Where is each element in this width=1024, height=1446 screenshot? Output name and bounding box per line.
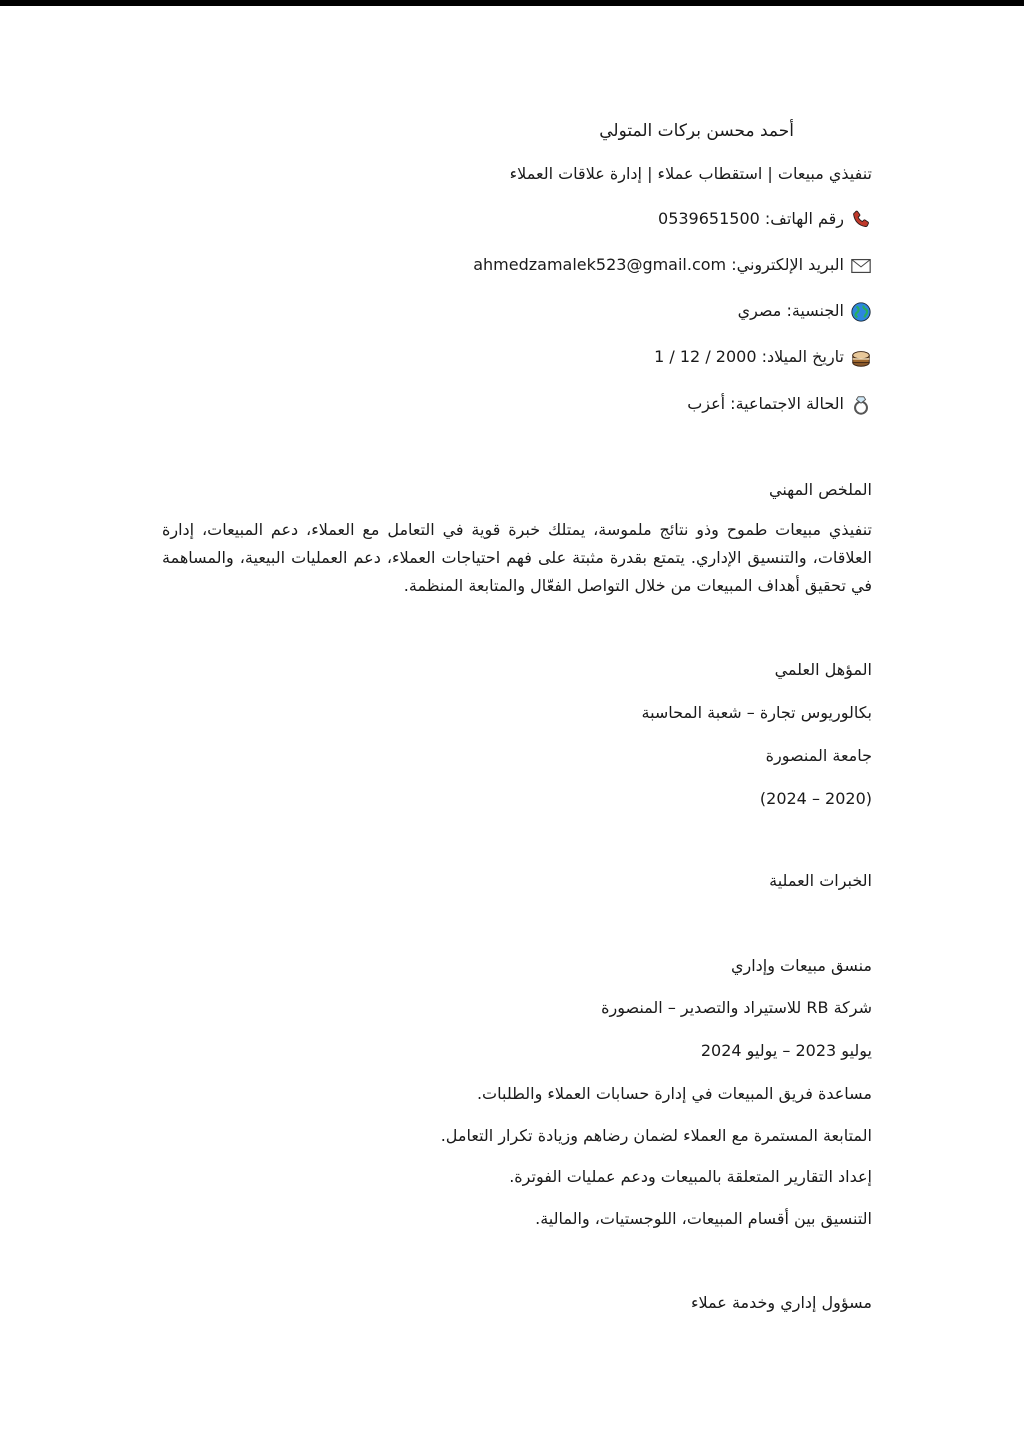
- job-duty: التنسيق بين أقسام المبيعات، اللوجستيات، والمالية.: [535, 1209, 872, 1228]
- nationality-label: الجنسية:: [786, 301, 844, 320]
- experience-title: الخبرات العملية: [769, 871, 872, 890]
- phone-value: 0539651500: [658, 209, 760, 228]
- summary-text: تنفيذي مبيعات طموح وذو نتائج ملموسة، يمتلك خبرة قوية في التعامل مع العملاء، دعم المبيعات، إدارة العلاقات، والتنسيق الإداري. يتمتع بقدرة مثبتة على فهم احتياجات العملاء، دعم العمليات البيعية، والمساهمة في تحقيق أهداف المبيعات من خلال التواصل الفعّال والمتابعة المنظمة.: [162, 520, 872, 595]
- birthdate-label: تاريخ الميلاد:: [761, 347, 844, 366]
- education-university: جامعة المنصورة: [765, 746, 872, 765]
- job-duty: إعداد التقارير المتعلقة بالمبيعات ودعم عمليات الفوترة.: [509, 1167, 872, 1186]
- email-label: البريد الإلكتروني:: [731, 255, 844, 274]
- job-role: منسق مبيعات وإداري: [730, 956, 872, 975]
- contact-nationality: [738, 300, 872, 323]
- job-period: يوليو 2023 – يوليو 2024: [700, 1041, 872, 1060]
- top-border: [0, 0, 1024, 6]
- email-value: ahmedzamalek523@gmail.com: [473, 255, 727, 274]
- summary-title: الملخص المهني: [769, 480, 872, 499]
- contact-marital: [687, 393, 872, 416]
- marital-label: الحالة الاجتماعية:: [730, 394, 844, 413]
- nationality-value: مصري: [737, 301, 782, 320]
- candidate-name: أحمد محسن بركات المتولي: [599, 121, 794, 141]
- education-title: المؤهل العلمي: [774, 660, 872, 679]
- education-years: (2020 – 2024): [759, 789, 872, 808]
- job-company: شركة RB للاستيراد والتصدير – المنصورة: [601, 998, 872, 1017]
- globe-icon: [850, 301, 872, 323]
- job-role: مسؤول إداري وخدمة عملاء: [690, 1293, 872, 1312]
- birthdate-value: 1 / 12 / 2000: [654, 347, 757, 366]
- job-duty: مساعدة فريق المبيعات في إدارة حسابات العملاء والطلبات.: [476, 1084, 872, 1103]
- cake-icon: [850, 347, 872, 369]
- contact-birthdate: [654, 346, 872, 369]
- contact-email: [473, 254, 872, 277]
- headline: تنفيذي مبيعات | استقطاب عملاء | إدارة علاقات العملاء: [509, 164, 872, 183]
- education-degree: بكالوريوس تجارة – شعبة المحاسبة: [641, 703, 872, 722]
- ring-icon: [850, 394, 872, 416]
- job-duty: المتابعة المستمرة مع العملاء لضمان رضاهم وزيادة تكرار التعامل.: [440, 1126, 872, 1145]
- phone-label: رقم الهاتف:: [764, 209, 844, 228]
- envelope-icon: [850, 255, 872, 277]
- phone-icon: [850, 209, 872, 231]
- marital-value: أعزب: [687, 394, 726, 413]
- contact-phone: [658, 208, 872, 231]
